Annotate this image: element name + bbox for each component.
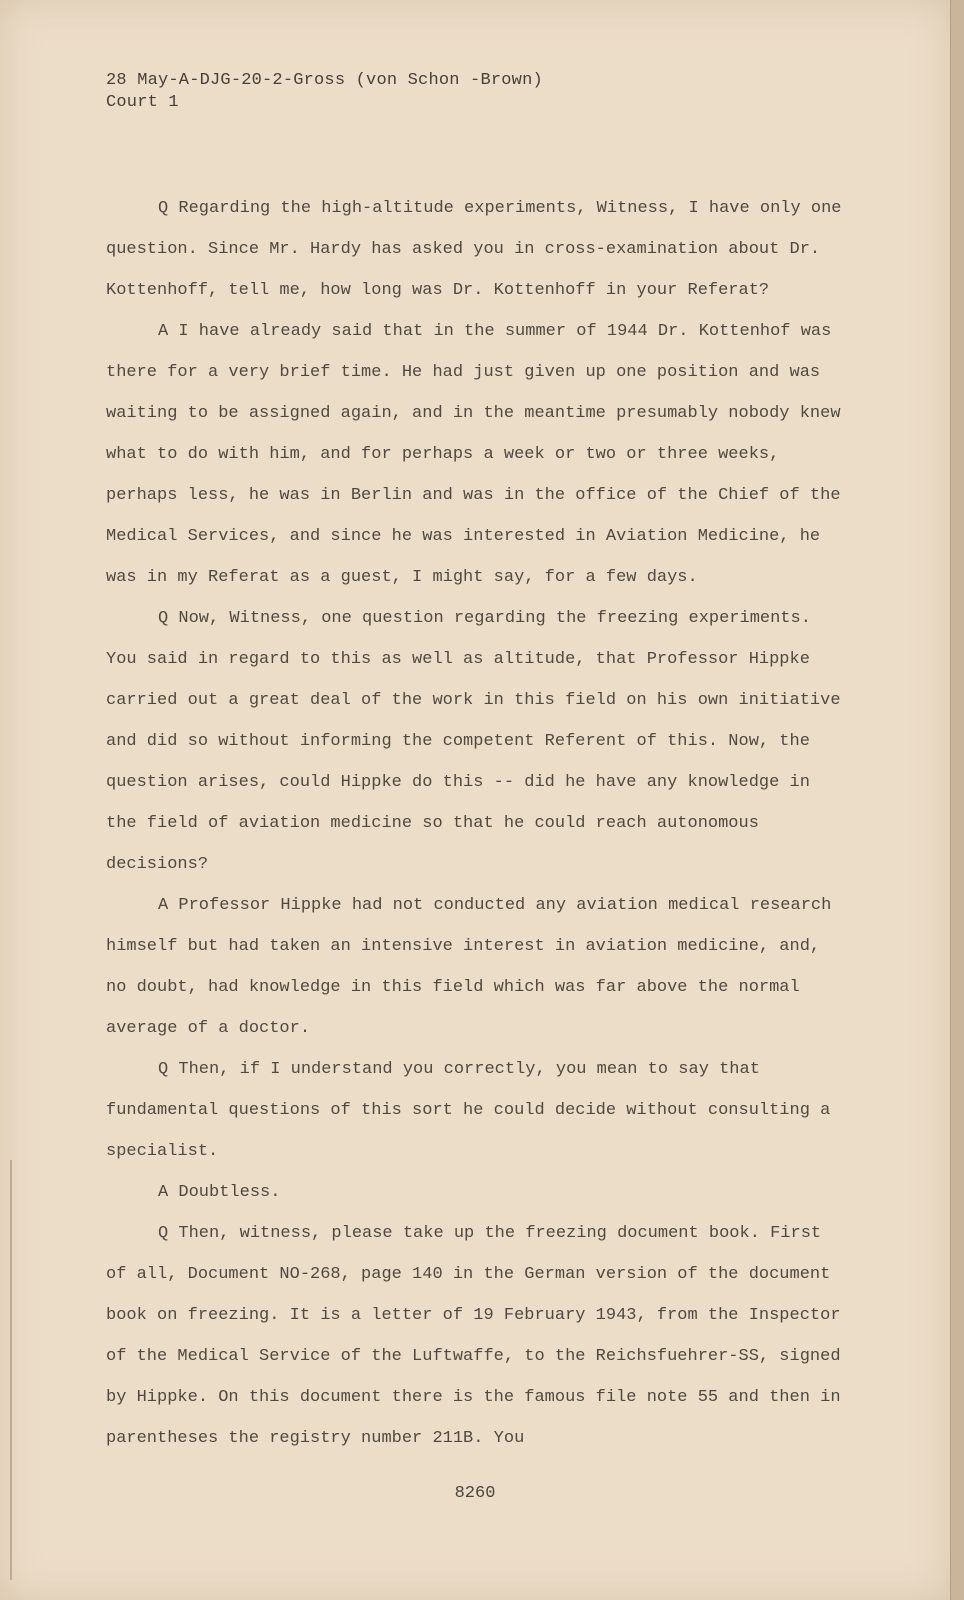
header-line-2: Court 1 xyxy=(106,93,179,112)
paragraph-question-3: Q Then, if I understand you correctly, you mean to say that fundamental questions of this sort he could decide without consulting a specialist. xyxy=(106,1060,831,1161)
paragraph-answer-2: A Professor Hippke had not conducted any aviation medical research himself but had taken an intensive interest in aviation medicine, and, no doubt, had knowledge in this field which was far above the normal average of a doctor. xyxy=(106,896,832,1038)
paragraph-answer-3: A Doubtless. xyxy=(158,1183,281,1202)
document-header xyxy=(106,70,543,114)
header-line-1: 28 May-A-DJG-20-2-Gross (von Schon -Brown) xyxy=(106,71,543,90)
page-number: 8260 xyxy=(454,1484,496,1503)
page-edge xyxy=(950,0,964,1600)
transcript-body xyxy=(106,188,846,1459)
page-fold-mark xyxy=(10,1160,12,1580)
paragraph-answer-1: A I have already said that in the summer of 1944 Dr. Kottenhof was there for a very brief time. He had just given up one position and was waiting to be assigned again, and in the meantime presumably nobody knew what to do with him, and for perhaps a week or two or three weeks, perhaps less, he was in Berlin and was in the office of the Chief of the Medical Services, and since he was interested in Aviation Medicine, he was in my Referat as a guest, I might say, for a few days. xyxy=(106,322,841,587)
paragraph-question-2: Q Now, Witness, one question regarding the freezing experiments. You said in regard to this as well as altitude, that Professor Hippke carried out a great deal of the work in this field on his own initiative and did so without informing the competent Referent of this. Now, the question arises, could Hippke do this -- did he have any knowledge in the field of aviation medicine so that he could reach autonomous decisions? xyxy=(106,609,841,874)
paragraph-question-1: Q Regarding the high-altitude experiments, Witness, I have only one question. Since Mr. Hardy has asked you in cross-examination about Dr. Kottenhoff, tell me, how long was Dr. Kottenhoff in your Referat? xyxy=(106,199,842,300)
paragraph-question-4: Q Then, witness, please take up the freezing document book. First of all, Document NO-268, page 140 in the German version of the document book on freezing. It is a letter of 19 February 1943, from the Inspector of the Medical Service of the Luftwaffe, to the Reichsfuehrer-SS, signed by Hippke. On this document there is the famous file note 55 and then in parentheses the registry number 211B. You xyxy=(106,1224,841,1448)
